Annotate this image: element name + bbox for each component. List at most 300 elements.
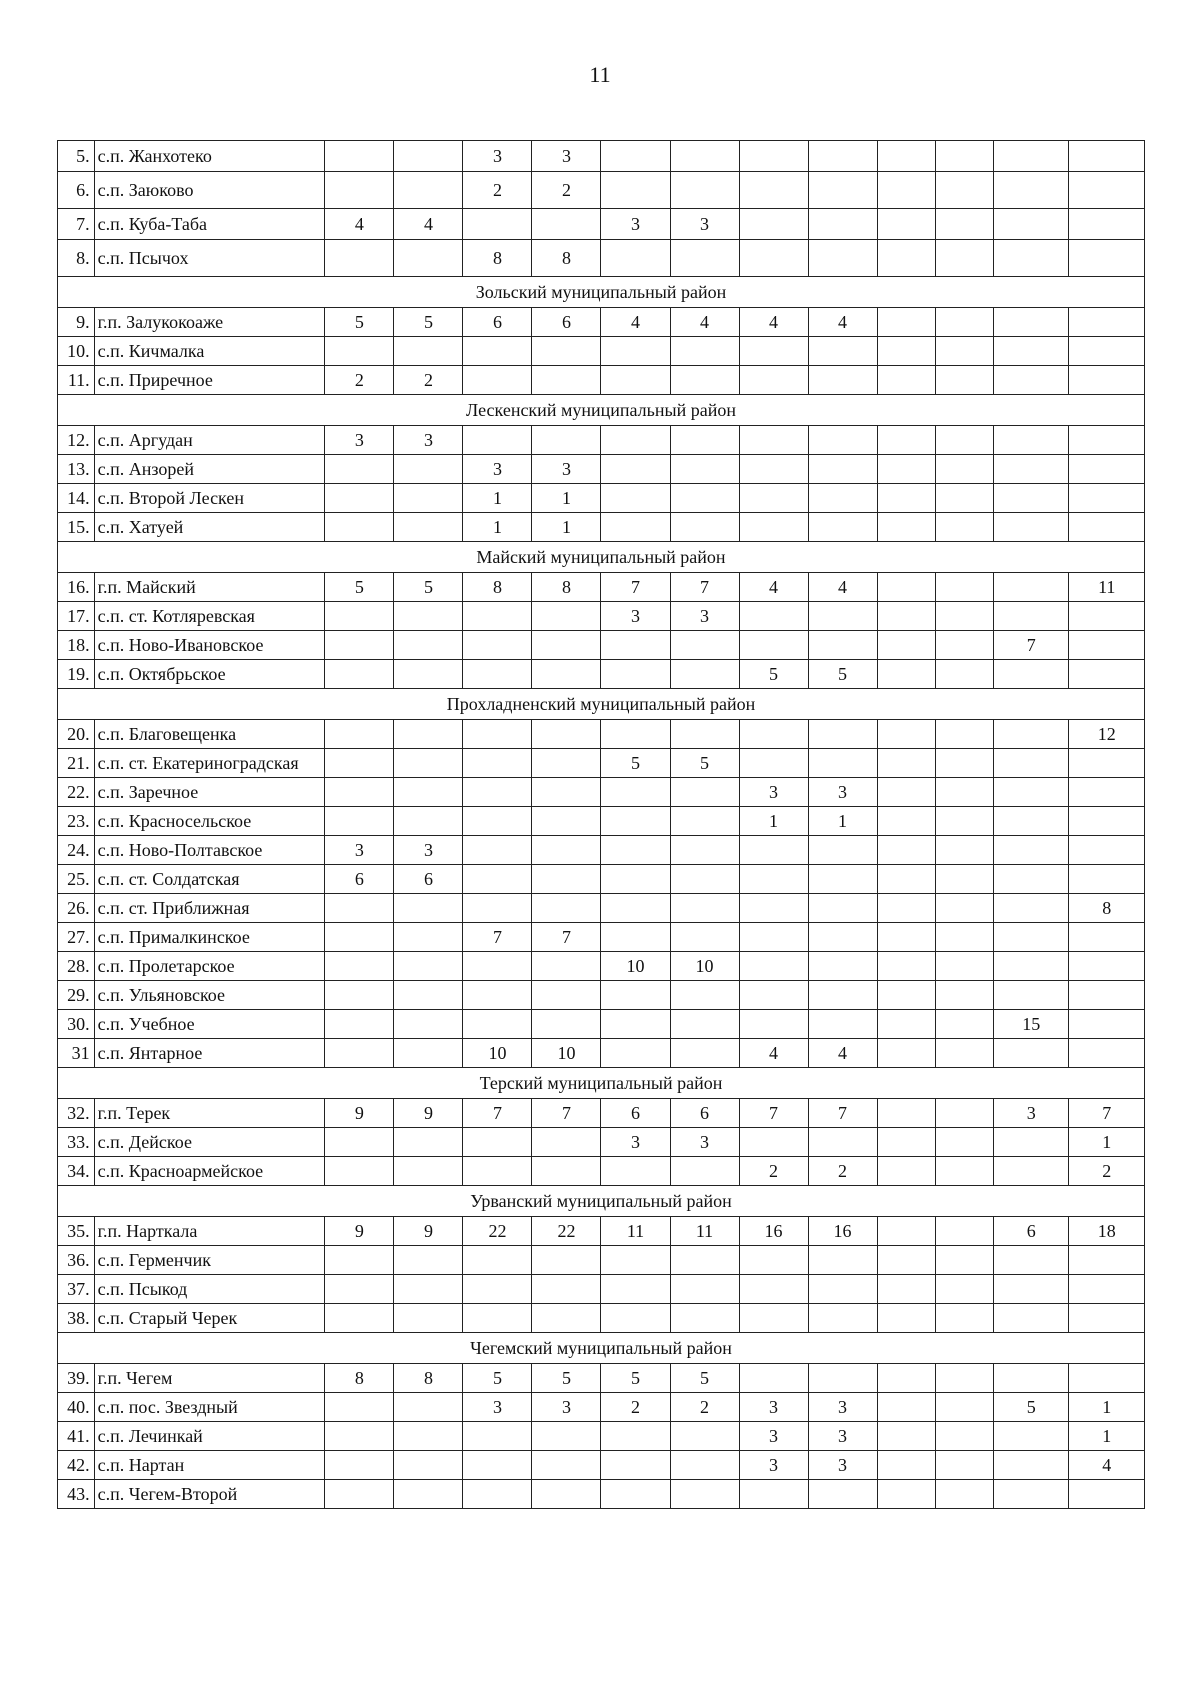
value-cell — [935, 337, 993, 366]
value-cell: 3 — [394, 426, 463, 455]
value-cell — [670, 807, 739, 836]
value-cell — [325, 513, 394, 542]
value-cell: 4 — [601, 308, 670, 337]
value-cell: 3 — [808, 778, 877, 807]
settlement-name: с.п. ст. Солдатская — [94, 865, 325, 894]
district-title: Урванский муниципальный район — [58, 1186, 1145, 1217]
value-cell — [463, 865, 532, 894]
table-row — [58, 337, 1145, 366]
value-cell — [877, 602, 935, 631]
value-cell: 5 — [325, 308, 394, 337]
value-cell: 2 — [1069, 1157, 1145, 1186]
table-body — [58, 141, 1145, 1509]
value-cell — [877, 631, 935, 660]
value-cell: 2 — [739, 1157, 808, 1186]
value-cell — [877, 209, 935, 240]
row-number: 30. — [58, 1010, 95, 1039]
value-cell — [1069, 172, 1145, 209]
value-cell — [325, 337, 394, 366]
value-cell — [463, 1304, 532, 1333]
value-cell — [532, 1010, 601, 1039]
value-cell — [808, 1246, 877, 1275]
settlement-name: с.п. Старый Черек — [94, 1304, 325, 1333]
table-row — [58, 749, 1145, 778]
value-cell — [935, 1480, 993, 1509]
value-cell — [325, 240, 394, 277]
value-cell — [935, 631, 993, 660]
value-cell — [877, 455, 935, 484]
value-cell — [808, 426, 877, 455]
value-cell: 2 — [463, 172, 532, 209]
settlement-name: с.п. Ново-Полтавское — [94, 836, 325, 865]
value-cell — [601, 720, 670, 749]
settlement-name: г.п. Майский — [94, 573, 325, 602]
table-row — [58, 172, 1145, 209]
settlement-name: с.п. Куба-Таба — [94, 209, 325, 240]
value-cell — [739, 455, 808, 484]
value-cell — [670, 1039, 739, 1068]
value-cell — [463, 1422, 532, 1451]
value-cell — [935, 865, 993, 894]
value-cell — [394, 923, 463, 952]
value-cell: 1 — [463, 513, 532, 542]
value-cell — [463, 631, 532, 660]
value-cell — [808, 1010, 877, 1039]
value-cell — [935, 1217, 993, 1246]
value-cell — [325, 1128, 394, 1157]
value-cell — [993, 337, 1068, 366]
value-cell — [601, 1246, 670, 1275]
value-cell: 7 — [463, 923, 532, 952]
value-cell — [808, 455, 877, 484]
value-cell: 7 — [532, 923, 601, 952]
value-cell — [394, 1039, 463, 1068]
value-cell — [394, 513, 463, 542]
value-cell — [877, 337, 935, 366]
value-cell — [877, 807, 935, 836]
value-cell: 4 — [670, 308, 739, 337]
value-cell — [601, 807, 670, 836]
value-cell — [877, 981, 935, 1010]
value-cell: 1 — [1069, 1422, 1145, 1451]
value-cell — [739, 209, 808, 240]
value-cell — [463, 1480, 532, 1509]
value-cell — [739, 923, 808, 952]
value-cell — [935, 573, 993, 602]
value-cell: 3 — [739, 1422, 808, 1451]
value-cell: 3 — [325, 426, 394, 455]
value-cell — [808, 337, 877, 366]
table-row — [58, 836, 1145, 865]
settlement-name: с.п. Учебное — [94, 1010, 325, 1039]
value-cell — [394, 1393, 463, 1422]
value-cell — [877, 1275, 935, 1304]
value-cell — [993, 209, 1068, 240]
value-cell — [935, 1275, 993, 1304]
value-cell — [808, 749, 877, 778]
value-cell: 1 — [1069, 1128, 1145, 1157]
value-cell — [601, 172, 670, 209]
value-cell — [670, 1010, 739, 1039]
value-cell — [670, 337, 739, 366]
value-cell — [463, 836, 532, 865]
value-cell: 5 — [394, 308, 463, 337]
value-cell: 7 — [808, 1099, 877, 1128]
settlement-name: с.п. Красноармейское — [94, 1157, 325, 1186]
value-cell — [670, 631, 739, 660]
value-cell — [877, 513, 935, 542]
value-cell — [532, 1451, 601, 1480]
value-cell: 3 — [739, 778, 808, 807]
settlement-name: с.п. Ново-Ивановское — [94, 631, 325, 660]
row-number: 21. — [58, 749, 95, 778]
value-cell — [601, 240, 670, 277]
value-cell: 12 — [1069, 720, 1145, 749]
value-cell — [808, 209, 877, 240]
value-cell: 9 — [394, 1099, 463, 1128]
settlement-name: г.п. Нарткала — [94, 1217, 325, 1246]
value-cell: 9 — [325, 1217, 394, 1246]
value-cell — [993, 1304, 1068, 1333]
value-cell — [993, 1128, 1068, 1157]
table-row — [58, 1304, 1145, 1333]
value-cell — [808, 513, 877, 542]
value-cell — [325, 778, 394, 807]
value-cell — [1069, 660, 1145, 689]
value-cell — [394, 720, 463, 749]
value-cell — [463, 720, 532, 749]
value-cell: 6 — [670, 1099, 739, 1128]
value-cell — [993, 923, 1068, 952]
value-cell — [808, 923, 877, 952]
value-cell — [463, 894, 532, 923]
value-cell — [935, 952, 993, 981]
value-cell — [394, 952, 463, 981]
value-cell: 9 — [394, 1217, 463, 1246]
table-row — [58, 807, 1145, 836]
value-cell — [532, 1304, 601, 1333]
value-cell — [670, 513, 739, 542]
value-cell — [993, 366, 1068, 395]
settlement-name: с.п. Чегем-Второй — [94, 1480, 325, 1509]
value-cell — [993, 1157, 1068, 1186]
value-cell — [601, 836, 670, 865]
value-cell — [935, 807, 993, 836]
table-row — [58, 1451, 1145, 1480]
value-cell — [739, 240, 808, 277]
value-cell — [808, 981, 877, 1010]
value-cell: 2 — [394, 366, 463, 395]
table-row — [58, 1128, 1145, 1157]
value-cell — [1069, 1039, 1145, 1068]
value-cell — [993, 573, 1068, 602]
value-cell — [993, 807, 1068, 836]
row-number: 5. — [58, 141, 95, 172]
value-cell — [993, 1451, 1068, 1480]
value-cell — [325, 1451, 394, 1480]
value-cell — [808, 1275, 877, 1304]
value-cell — [532, 981, 601, 1010]
value-cell — [325, 631, 394, 660]
value-cell: 2 — [601, 1393, 670, 1422]
value-cell: 2 — [670, 1393, 739, 1422]
value-cell — [739, 749, 808, 778]
value-cell: 2 — [808, 1157, 877, 1186]
value-cell — [394, 1246, 463, 1275]
value-cell — [1069, 1304, 1145, 1333]
table-row — [58, 1010, 1145, 1039]
value-cell: 15 — [993, 1010, 1068, 1039]
value-cell — [935, 1128, 993, 1157]
value-cell: 7 — [993, 631, 1068, 660]
value-cell — [601, 1304, 670, 1333]
value-cell: 3 — [808, 1422, 877, 1451]
settlement-name: с.п. пос. Звездный — [94, 1393, 325, 1422]
value-cell — [808, 865, 877, 894]
value-cell: 3 — [601, 1128, 670, 1157]
value-cell — [808, 240, 877, 277]
value-cell — [935, 426, 993, 455]
value-cell — [325, 1304, 394, 1333]
value-cell — [601, 1010, 670, 1039]
value-cell — [394, 981, 463, 1010]
value-cell: 5 — [532, 1364, 601, 1393]
value-cell: 10 — [601, 952, 670, 981]
value-cell: 3 — [739, 1451, 808, 1480]
value-cell: 4 — [739, 308, 808, 337]
value-cell — [877, 749, 935, 778]
value-cell — [935, 366, 993, 395]
value-cell — [601, 1039, 670, 1068]
table-row — [58, 865, 1145, 894]
table-row — [58, 1422, 1145, 1451]
value-cell — [935, 240, 993, 277]
district-title: Чегемский муниципальный район — [58, 1333, 1145, 1364]
value-cell — [739, 366, 808, 395]
table-row — [58, 513, 1145, 542]
value-cell — [601, 981, 670, 1010]
value-cell: 11 — [670, 1217, 739, 1246]
value-cell — [463, 952, 532, 981]
value-cell — [993, 1480, 1068, 1509]
table-row — [58, 455, 1145, 484]
value-cell — [1069, 240, 1145, 277]
value-cell — [532, 894, 601, 923]
table-row — [58, 778, 1145, 807]
value-cell — [739, 631, 808, 660]
value-cell — [935, 894, 993, 923]
value-cell — [601, 1157, 670, 1186]
value-cell — [739, 513, 808, 542]
value-cell — [877, 1422, 935, 1451]
settlement-name: с.п. Октябрьское — [94, 660, 325, 689]
value-cell — [935, 836, 993, 865]
value-cell — [877, 865, 935, 894]
value-cell — [877, 1393, 935, 1422]
value-cell: 4 — [1069, 1451, 1145, 1480]
value-cell: 1 — [463, 484, 532, 513]
value-cell — [463, 426, 532, 455]
value-cell — [993, 778, 1068, 807]
value-cell: 7 — [1069, 1099, 1145, 1128]
value-cell — [993, 426, 1068, 455]
row-number: 18. — [58, 631, 95, 660]
value-cell — [993, 836, 1068, 865]
row-number: 34. — [58, 1157, 95, 1186]
value-cell — [532, 749, 601, 778]
row-number: 31 — [58, 1039, 95, 1068]
value-cell — [463, 1010, 532, 1039]
value-cell: 11 — [1069, 573, 1145, 602]
value-cell — [532, 426, 601, 455]
value-cell — [877, 894, 935, 923]
value-cell — [463, 602, 532, 631]
row-number: 38. — [58, 1304, 95, 1333]
value-cell — [1069, 513, 1145, 542]
row-number: 11. — [58, 366, 95, 395]
value-cell: 8 — [394, 1364, 463, 1393]
settlement-name: с.п. Благовещенка — [94, 720, 325, 749]
row-number: 26. — [58, 894, 95, 923]
row-number: 13. — [58, 455, 95, 484]
value-cell — [808, 602, 877, 631]
value-cell — [601, 660, 670, 689]
value-cell — [394, 1128, 463, 1157]
value-cell — [1069, 1010, 1145, 1039]
value-cell — [532, 720, 601, 749]
value-cell — [1069, 981, 1145, 1010]
value-cell: 2 — [325, 366, 394, 395]
value-cell: 7 — [532, 1099, 601, 1128]
row-number: 23. — [58, 807, 95, 836]
value-cell — [808, 366, 877, 395]
value-cell — [325, 172, 394, 209]
value-cell — [601, 894, 670, 923]
value-cell — [601, 426, 670, 455]
settlement-name: с.п. Нартан — [94, 1451, 325, 1480]
value-cell — [877, 1451, 935, 1480]
value-cell — [877, 1217, 935, 1246]
row-number: 32. — [58, 1099, 95, 1128]
value-cell — [877, 308, 935, 337]
value-cell — [993, 952, 1068, 981]
value-cell — [601, 1275, 670, 1304]
value-cell — [532, 660, 601, 689]
value-cell — [670, 660, 739, 689]
settlement-name: с.п. Красносельское — [94, 807, 325, 836]
settlement-name: с.п. Кичмалка — [94, 337, 325, 366]
value-cell: 3 — [532, 455, 601, 484]
value-cell — [877, 1010, 935, 1039]
value-cell: 6 — [601, 1099, 670, 1128]
value-cell — [808, 172, 877, 209]
value-cell — [325, 660, 394, 689]
value-cell — [463, 1246, 532, 1275]
value-cell — [935, 602, 993, 631]
value-cell — [463, 778, 532, 807]
value-cell — [532, 865, 601, 894]
table-row — [58, 1039, 1145, 1068]
value-cell: 8 — [463, 573, 532, 602]
value-cell — [532, 1275, 601, 1304]
value-cell: 18 — [1069, 1217, 1145, 1246]
value-cell — [993, 513, 1068, 542]
table-row — [58, 631, 1145, 660]
value-cell — [601, 141, 670, 172]
value-cell — [877, 836, 935, 865]
value-cell: 8 — [325, 1364, 394, 1393]
row-number: 8. — [58, 240, 95, 277]
value-cell — [935, 1099, 993, 1128]
value-cell — [463, 1157, 532, 1186]
value-cell: 5 — [601, 749, 670, 778]
value-cell — [394, 1304, 463, 1333]
row-number: 25. — [58, 865, 95, 894]
value-cell: 5 — [670, 1364, 739, 1393]
value-cell — [325, 720, 394, 749]
value-cell — [877, 573, 935, 602]
value-cell — [1069, 455, 1145, 484]
value-cell: 3 — [739, 1393, 808, 1422]
row-number: 12. — [58, 426, 95, 455]
value-cell: 1 — [739, 807, 808, 836]
value-cell — [877, 1304, 935, 1333]
value-cell — [325, 749, 394, 778]
value-cell — [739, 1275, 808, 1304]
value-cell: 4 — [739, 573, 808, 602]
value-cell — [993, 602, 1068, 631]
value-cell — [394, 631, 463, 660]
settlement-name: с.п. Жанхотеко — [94, 141, 325, 172]
value-cell — [394, 1480, 463, 1509]
value-cell: 2 — [532, 172, 601, 209]
row-number: 16. — [58, 573, 95, 602]
value-cell — [1069, 865, 1145, 894]
value-cell — [808, 1128, 877, 1157]
settlement-name: с.п. Псыкод — [94, 1275, 325, 1304]
value-cell: 3 — [670, 209, 739, 240]
value-cell — [325, 455, 394, 484]
value-cell — [935, 1157, 993, 1186]
value-cell — [325, 1480, 394, 1509]
value-cell — [877, 1246, 935, 1275]
settlement-name: с.п. Хатуей — [94, 513, 325, 542]
value-cell — [601, 865, 670, 894]
value-cell: 1 — [532, 484, 601, 513]
value-cell — [394, 807, 463, 836]
value-cell — [532, 209, 601, 240]
settlement-name: с.п. Заюково — [94, 172, 325, 209]
value-cell — [739, 484, 808, 513]
value-cell — [935, 1010, 993, 1039]
settlement-name: с.п. Герменчик — [94, 1246, 325, 1275]
value-cell — [739, 836, 808, 865]
value-cell — [808, 1364, 877, 1393]
settlement-name: с.п. ст. Приближная — [94, 894, 325, 923]
row-number: 33. — [58, 1128, 95, 1157]
settlement-name: с.п. Прималкинское — [94, 923, 325, 952]
row-number: 37. — [58, 1275, 95, 1304]
value-cell: 5 — [993, 1393, 1068, 1422]
row-number: 22. — [58, 778, 95, 807]
value-cell — [1069, 602, 1145, 631]
table-row — [58, 720, 1145, 749]
value-cell — [935, 1246, 993, 1275]
value-cell: 4 — [808, 1039, 877, 1068]
table-row — [58, 1217, 1145, 1246]
row-number: 7. — [58, 209, 95, 240]
value-cell — [1069, 209, 1145, 240]
